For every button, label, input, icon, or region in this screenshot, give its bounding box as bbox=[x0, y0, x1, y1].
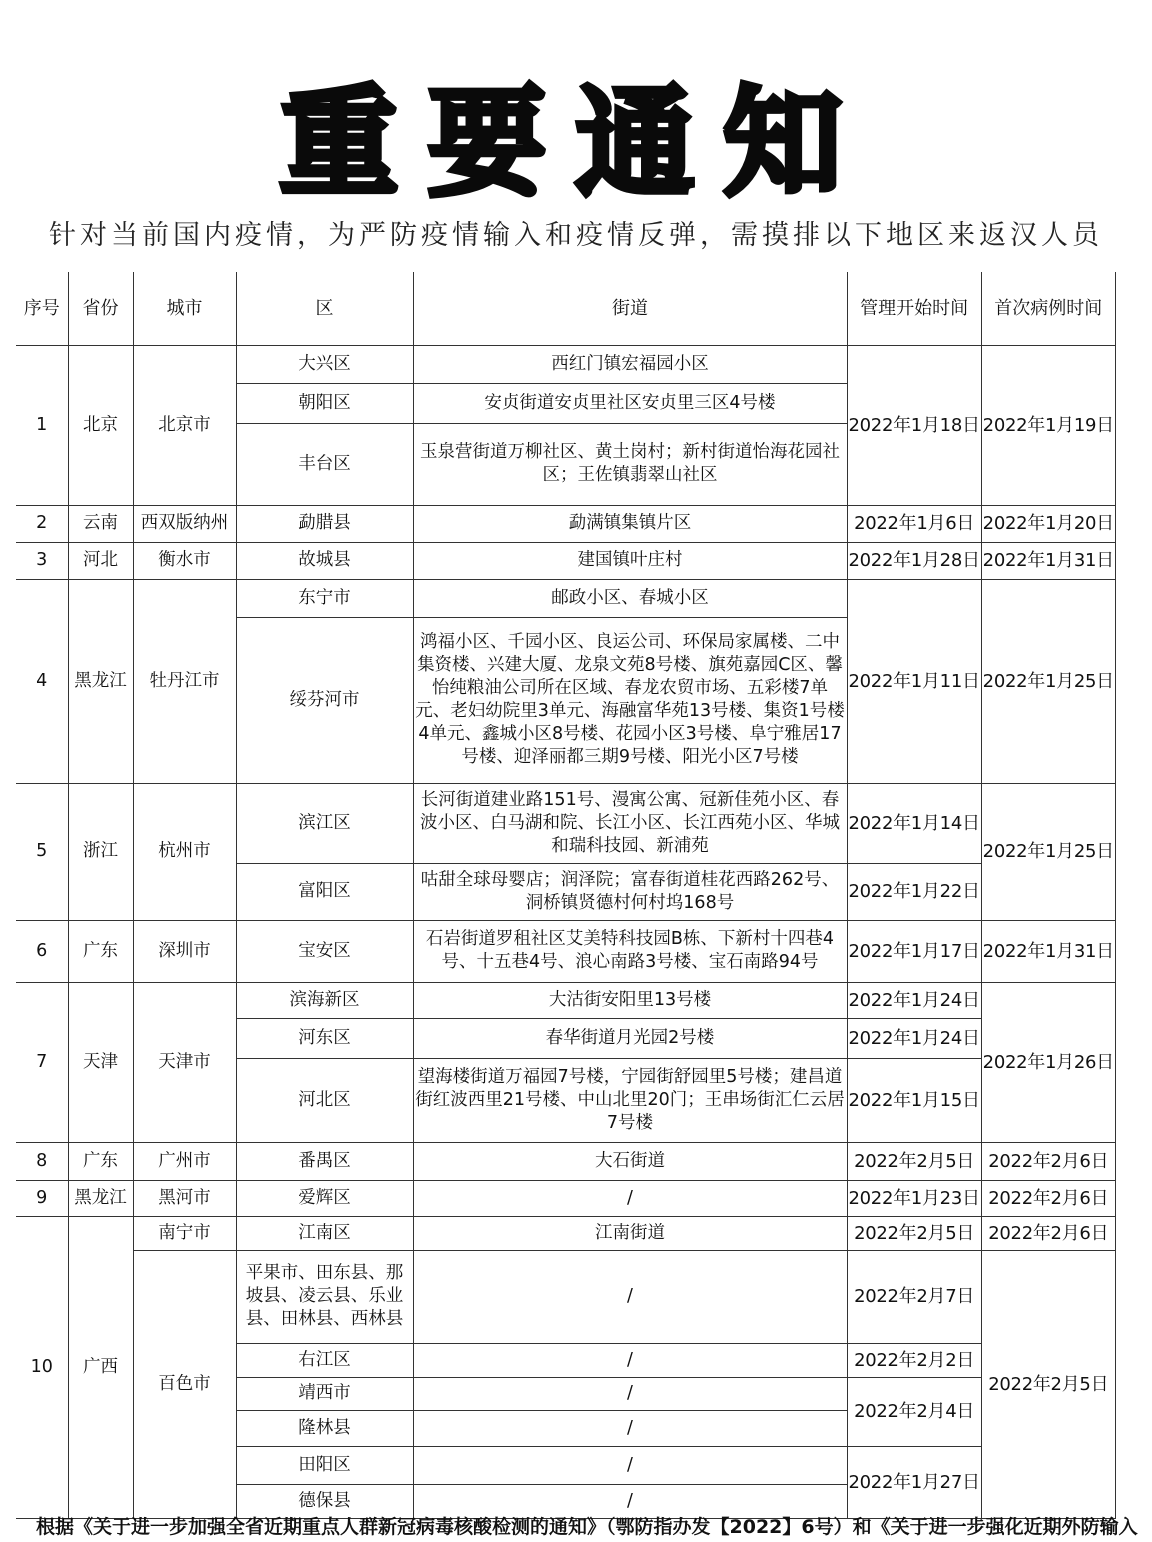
table-row bbox=[16, 1250, 1129, 1343]
table-row bbox=[16, 542, 1129, 579]
cell-mgmt-start: 2022年1月23日 bbox=[847, 1180, 981, 1216]
header-seq: 序号 bbox=[16, 272, 68, 345]
table-row bbox=[16, 1216, 1129, 1250]
cell-mgmt-start: 2022年1月28日 bbox=[847, 542, 981, 579]
cell-street: 石岩街道罗租社区艾美特科技园B栋、下新村十四巷4号、十五巷4号、浪心南路3号楼、宝石南路94号 bbox=[413, 920, 847, 982]
cell-district: 朝阳区 bbox=[236, 383, 413, 423]
cell-mgmt-start: 2022年1月14日 bbox=[847, 783, 981, 863]
cell-province: 广东 bbox=[68, 1142, 133, 1180]
cell-mgmt-start: 2022年1月18日 bbox=[847, 345, 981, 505]
cell-province: 黑龙江 bbox=[68, 579, 133, 783]
cell-seq: 5 bbox=[16, 783, 68, 920]
cell-first-case: 2022年1月25日 bbox=[981, 783, 1115, 920]
cell-first-case: 2022年1月26日 bbox=[981, 982, 1115, 1142]
cell-street: / bbox=[413, 1180, 847, 1216]
cell-seq: 3 bbox=[16, 542, 68, 579]
cell-district: 东宁市 bbox=[236, 579, 413, 617]
cell-province: 广西 bbox=[68, 1216, 133, 1518]
cell-district: 勐腊县 bbox=[236, 505, 413, 542]
table-row bbox=[16, 982, 1129, 1018]
cell-city: 深圳市 bbox=[133, 920, 236, 982]
cell-street: / bbox=[413, 1446, 847, 1484]
cell-province: 黑龙江 bbox=[68, 1180, 133, 1216]
cell-city: 广州市 bbox=[133, 1142, 236, 1180]
cell-district: 丰台区 bbox=[236, 423, 413, 505]
cell-district: 宝安区 bbox=[236, 920, 413, 982]
header-first-case: 首次病例时间 bbox=[981, 272, 1115, 345]
cell-district: 田阳区 bbox=[236, 1446, 413, 1484]
header-row bbox=[16, 272, 1129, 345]
cell-mgmt-start: 2022年1月24日 bbox=[847, 1018, 981, 1058]
cell-street: / bbox=[413, 1343, 847, 1377]
cell-province: 北京 bbox=[68, 345, 133, 505]
cell-mgmt-start: 2022年1月27日 bbox=[847, 1446, 981, 1518]
cell-street: 望海楼街道万福园7号楼，宁园街舒园里5号楼；建昌道街红波西里21号楼、中山北里20门；王串场街汇仁云居7号楼 bbox=[413, 1058, 847, 1142]
cell-district: 爱辉区 bbox=[236, 1180, 413, 1216]
cell-city: 南宁市 bbox=[133, 1216, 236, 1250]
epidemic-area-table bbox=[16, 272, 1129, 1519]
cell-mgmt-start: 2022年1月6日 bbox=[847, 505, 981, 542]
cell-first-case: 2022年2月5日 bbox=[981, 1250, 1115, 1518]
cell-street: / bbox=[413, 1250, 847, 1343]
cell-district: 德保县 bbox=[236, 1484, 413, 1518]
subtitle: 针对当前国内疫情，为严防疫情输入和疫情反弹，需摸排以下地区来返汉人员 bbox=[49, 220, 1103, 251]
cell-first-case: 2022年1月31日 bbox=[981, 542, 1115, 579]
cell-city: 杭州市 bbox=[133, 783, 236, 920]
cell-street: 鸿福小区、千园小区、良运公司、环保局家属楼、二中集资楼、兴建大厦、龙泉文苑8号楼、旗苑嘉园C区、馨怡纯粮油公司所在区域、春龙农贸市场、五彩楼7单元、老妇幼院里3单元、海融富华苑13号楼、集资1号楼4单元、鑫城小区8号楼、花园小区3号楼、阜宁雅居17号楼、迎泽丽都三期9号楼、阳光小区7号楼 bbox=[413, 617, 847, 783]
table-row bbox=[16, 1180, 1129, 1216]
cell-seq: 10 bbox=[16, 1216, 68, 1518]
cell-city: 天津市 bbox=[133, 982, 236, 1142]
cell-seq: 9 bbox=[16, 1180, 68, 1216]
cell-district: 大兴区 bbox=[236, 345, 413, 383]
cell-mgmt-start: 2022年2月4日 bbox=[847, 1377, 981, 1446]
cell-district: 江南区 bbox=[236, 1216, 413, 1250]
cell-first-case: 2022年1月31日 bbox=[981, 920, 1115, 982]
cell-mgmt-start: 2022年1月22日 bbox=[847, 863, 981, 920]
cell-district: 河北区 bbox=[236, 1058, 413, 1142]
table-row bbox=[16, 345, 1129, 383]
cell-first-case: 2022年1月25日 bbox=[981, 579, 1115, 783]
cell-mgmt-start: 2022年1月15日 bbox=[847, 1058, 981, 1142]
cell-street: 大沽街安阳里13号楼 bbox=[413, 982, 847, 1018]
cell-street: 江南街道 bbox=[413, 1216, 847, 1250]
cell-district: 滨江区 bbox=[236, 783, 413, 863]
cell-street: 西红门镇宏福园小区 bbox=[413, 345, 847, 383]
cell-street: / bbox=[413, 1484, 847, 1518]
cell-district: 绥芬河市 bbox=[236, 617, 413, 783]
header-mgmt-start: 管理开始时间 bbox=[847, 272, 981, 345]
cell-first-case: 2022年1月19日 bbox=[981, 345, 1115, 505]
table-row bbox=[16, 1142, 1129, 1180]
cell-first-case: 2022年1月20日 bbox=[981, 505, 1115, 542]
cell-seq: 1 bbox=[16, 345, 68, 505]
cell-province: 广东 bbox=[68, 920, 133, 982]
cell-city: 百色市 bbox=[133, 1250, 236, 1518]
cell-mgmt-start: 2022年2月7日 bbox=[847, 1250, 981, 1343]
cell-street: 咕甜全球母婴店；润泽院；富春街道桂花西路262号、洞桥镇贤德村何村坞168号 bbox=[413, 863, 847, 920]
table-row bbox=[16, 579, 1129, 617]
cell-city: 西双版纳州 bbox=[133, 505, 236, 542]
cell-seq: 2 bbox=[16, 505, 68, 542]
cell-street: 大石街道 bbox=[413, 1142, 847, 1180]
table-row bbox=[16, 783, 1129, 863]
cell-district: 靖西市 bbox=[236, 1377, 413, 1410]
cell-seq: 7 bbox=[16, 982, 68, 1142]
header-city: 城市 bbox=[133, 272, 236, 345]
cell-mgmt-start: 2022年1月24日 bbox=[847, 982, 981, 1018]
header-street: 街道 bbox=[413, 272, 847, 345]
cell-district: 故城县 bbox=[236, 542, 413, 579]
page-title: 重要通知 bbox=[279, 74, 872, 212]
cell-mgmt-start: 2022年1月17日 bbox=[847, 920, 981, 982]
cell-seq: 6 bbox=[16, 920, 68, 982]
cell-province: 河北 bbox=[68, 542, 133, 579]
cell-mgmt-start: 2022年2月2日 bbox=[847, 1343, 981, 1377]
cell-province: 天津 bbox=[68, 982, 133, 1142]
cell-street: 长河街道建业路151号、漫寓公寓、冠新佳苑小区、春波小区、白马湖和院、长江小区、长江西苑小区、华城和瑞科技园、新浦苑 bbox=[413, 783, 847, 863]
footer-text: 根据《关于进一步加强全省近期重点人群新冠病毒核酸检测的通知》（鄂防指办发【2022】6号）和《关于进一步强化近期外防输入 bbox=[36, 1516, 1138, 1538]
cell-district: 隆林县 bbox=[236, 1410, 413, 1446]
cell-street: 建国镇叶庄村 bbox=[413, 542, 847, 579]
cell-district: 番禺区 bbox=[236, 1142, 413, 1180]
cropped-column bbox=[1115, 272, 1129, 1518]
cell-city: 牡丹江市 bbox=[133, 579, 236, 783]
cell-first-case: 2022年2月6日 bbox=[981, 1180, 1115, 1216]
cell-street: 勐满镇集镇片区 bbox=[413, 505, 847, 542]
cell-seq: 4 bbox=[16, 579, 68, 783]
cell-district: 平果市、田东县、那坡县、凌云县、乐业县、田林县、西林县 bbox=[236, 1250, 413, 1343]
cell-city: 黑河市 bbox=[133, 1180, 236, 1216]
cell-city: 衡水市 bbox=[133, 542, 236, 579]
cell-district: 右江区 bbox=[236, 1343, 413, 1377]
cell-street: 春华街道月光园2号楼 bbox=[413, 1018, 847, 1058]
cell-mgmt-start: 2022年2月5日 bbox=[847, 1216, 981, 1250]
cell-city: 北京市 bbox=[133, 345, 236, 505]
cell-street: 安贞街道安贞里社区安贞里三区4号楼 bbox=[413, 383, 847, 423]
table-row bbox=[16, 920, 1129, 982]
cell-first-case: 2022年2月6日 bbox=[981, 1216, 1115, 1250]
cell-mgmt-start: 2022年2月5日 bbox=[847, 1142, 981, 1180]
cell-province: 云南 bbox=[68, 505, 133, 542]
cell-seq: 8 bbox=[16, 1142, 68, 1180]
cell-street: / bbox=[413, 1377, 847, 1410]
cell-province: 浙江 bbox=[68, 783, 133, 920]
cell-district: 富阳区 bbox=[236, 863, 413, 920]
cell-street: 玉泉营街道万柳社区、黄土岗村；新村街道怡海花园社区；王佐镇翡翠山社区 bbox=[413, 423, 847, 505]
table-row bbox=[16, 505, 1129, 542]
cell-district: 河东区 bbox=[236, 1018, 413, 1058]
cell-mgmt-start: 2022年1月11日 bbox=[847, 579, 981, 783]
cell-street: 邮政小区、春城小区 bbox=[413, 579, 847, 617]
header-district: 区 bbox=[236, 272, 413, 345]
header-province: 省份 bbox=[68, 272, 133, 345]
cell-first-case: 2022年2月6日 bbox=[981, 1142, 1115, 1180]
cell-street: / bbox=[413, 1410, 847, 1446]
cell-district: 滨海新区 bbox=[236, 982, 413, 1018]
